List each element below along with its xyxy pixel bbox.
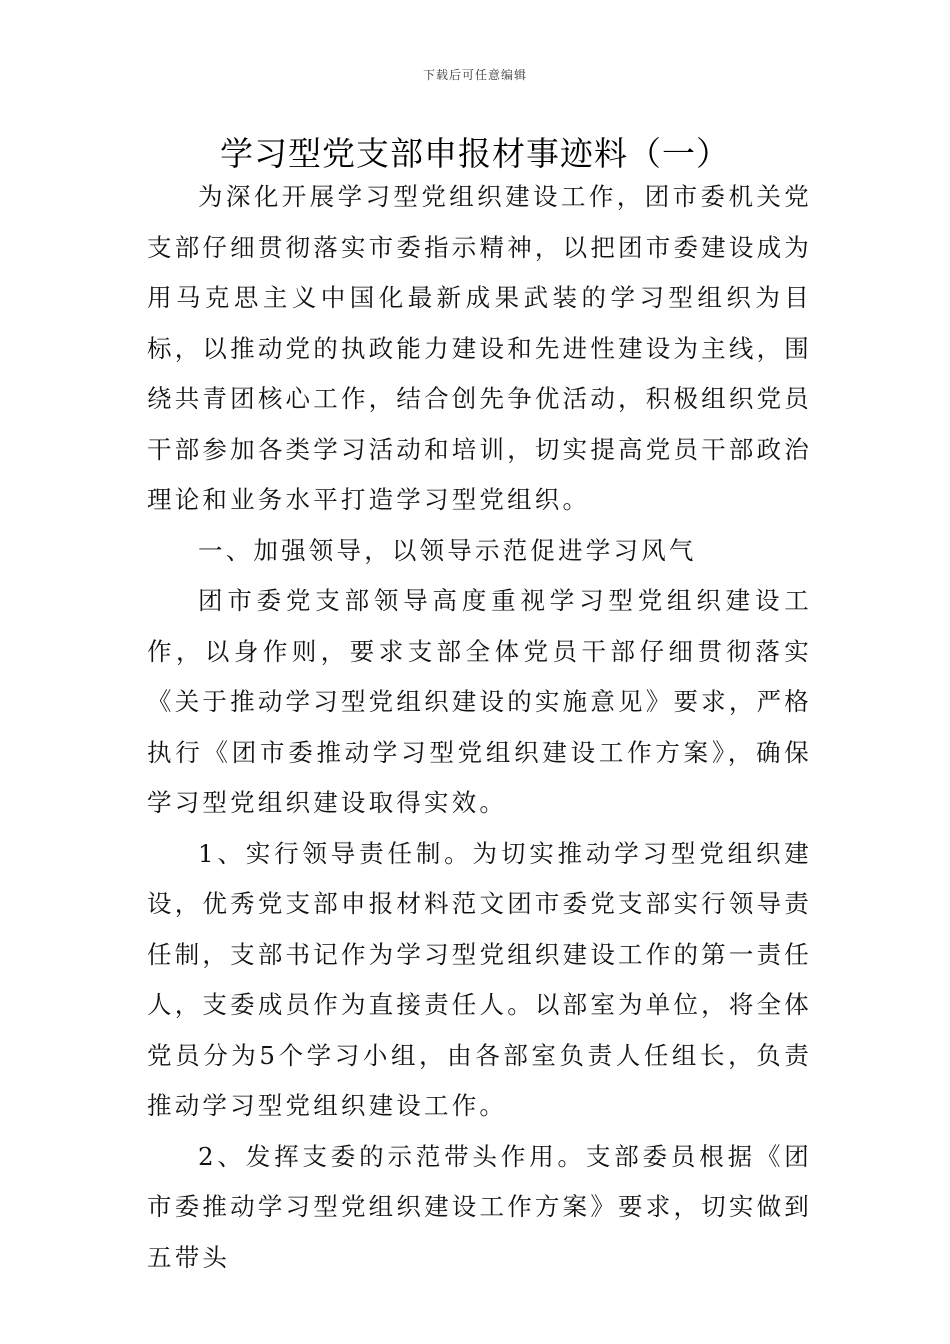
item-1-paragraph: 1、实行领导责任制。为切实推动学习型党组织建设，优秀党支部申报材料范文团市委党支部实行领导责任制，支部书记作为学习型党组织建设工作的第一责任人，支委成员作为直接责任人。以部室为单位，将全体党员分为5个学习小组，由各部室负责人任组长，负责推动学习型党组织建设工作。 xyxy=(147,838,812,1120)
document-title: 学习型党支部申报材事迹料（一） xyxy=(220,134,730,173)
header-note: 下载后可任意编辑 xyxy=(422,68,527,82)
section-paragraph: 团市委党支部领导高度重视学习型党组织建设工作，以身作则，要求支部全体党员干部仔细贯彻落实《关于推动学习型党组织建设的实施意见》要求，严格执行《团市委推动学习型党组织建设工作方案》，确保学习型党组织建设取得实效。 xyxy=(147,586,812,817)
document-body xyxy=(147,172,812,1283)
section-heading: 一、加强领导，以领导示范促进学习风气 xyxy=(198,535,697,565)
intro-paragraph: 为深化开展学习型党组织建设工作，团市委机关党支部仔细贯彻落实市委指示精神，以把团市委建设成为用马克思主义中国化最新成果武装的学习型组织为目标，以推动党的执政能力建设和先进性建设为主线，围绕共青团核心工作，结合创先争优活动，积极组织党员干部参加各类学习活动和培训，切实提高党员干部政治理论和业务水平打造学习型党组织。 xyxy=(147,182,812,514)
item-2-paragraph: 2、发挥支委的示范带头作用。支部委员根据《团市委推动学习型党组织建设工作方案》要求，切实做到五带头 xyxy=(147,1141,812,1272)
